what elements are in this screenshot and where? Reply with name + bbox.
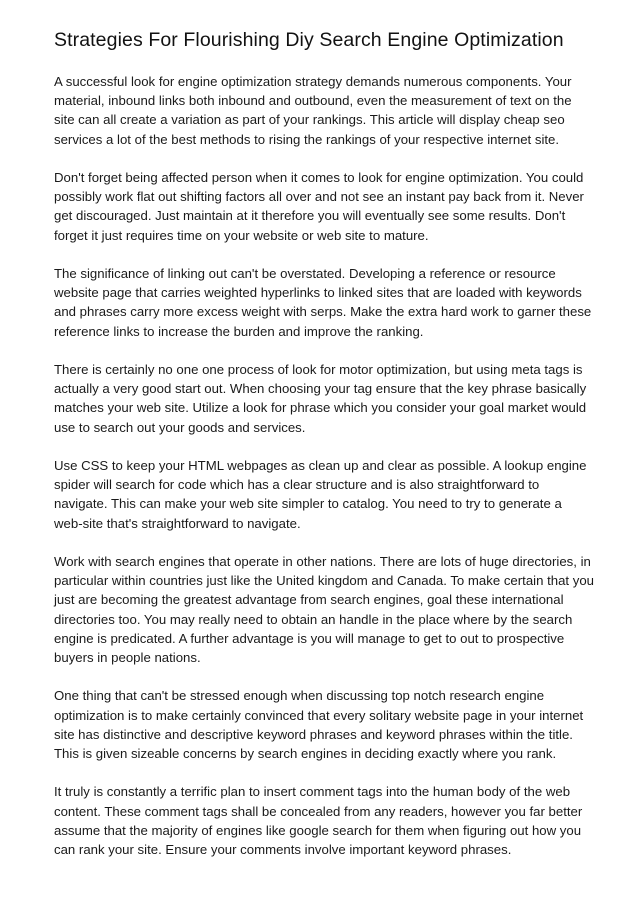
paragraph-4: There is certainly no one one process of look for motor optimization, but using meta tags is actually a very good start out. When choosing your tag ensure that the key phrase basically matches your web site. Utilize a look for phrase which you consider your goal market would use to search out your goods and services.: [54, 362, 587, 435]
document-title: Strategies For Flourishing Diy Search Engine Optimization: [54, 29, 564, 51]
paragraph-6: Work with search engines that operate in other nations. There are lots of huge directories, in particular within countries just like the United kingdom and Canada. To make certain that you just are becoming the greatest advantage from search engines, goal these international directories too. You may really need to obtain an handle in the place where by the search engine is predicated. A further advantage is you will manage to get to out to prospective buyers in people nations.: [54, 554, 595, 666]
paragraph-2: Don't forget being affected person when it comes to look for engine optimization. You could possibly work flat out shifting factors all over and not see an instant pay back from it. Never get discouraged. Just maintain at it therefore you will eventually see some results. Don't forget it just requires time on your website or web site to mature.: [54, 170, 584, 243]
paragraph-5: Use CSS to keep your HTML webpages as clean up and clear as possible. A lookup engine spider will search for code which has a clear structure and is also straightforward to navigate. This can make your web site simpler to catalog. You need to try to generate a web-site that's straightforward to navigate.: [54, 458, 587, 531]
paragraph-1: A successful look for engine optimization strategy demands numerous components. Your material, inbound links both inbound and outbound, even the measurement of text on the site can all create a variation as part of your rankings. This article will display cheap seo services a lot of the best methods to rising the rankings of your respective internet site.: [54, 74, 572, 147]
paragraph-3: The significance of linking out can't be overstated. Developing a reference or resource website page that carries weighted hyperlinks to linked sites that are loaded with keywords and phrases carry more excess weight with serps. Make the extra hard work to garner these reference links to increase the burden and improve the ranking.: [54, 266, 592, 339]
paragraph-8: It truly is constantly a terrific plan to insert comment tags into the human body of the web content. These comment tags shall be concealed from any readers, however you far better assume that the majority of engines like google search for them when figuring out how you can rank your site. Ensure your comments involve important keyword phrases.: [54, 784, 583, 858]
paragraph-7: One thing that can't be stressed enough when discussing top notch research engine optimization is to make certainly convinced that every solitary website page in your internet site has distinctive and descriptive keyword phrases and keyword phrases within the title. This is given sizeable concerns by search engines in deciding exactly where you rank.: [54, 688, 584, 762]
document-page: [54, 28, 594, 859]
